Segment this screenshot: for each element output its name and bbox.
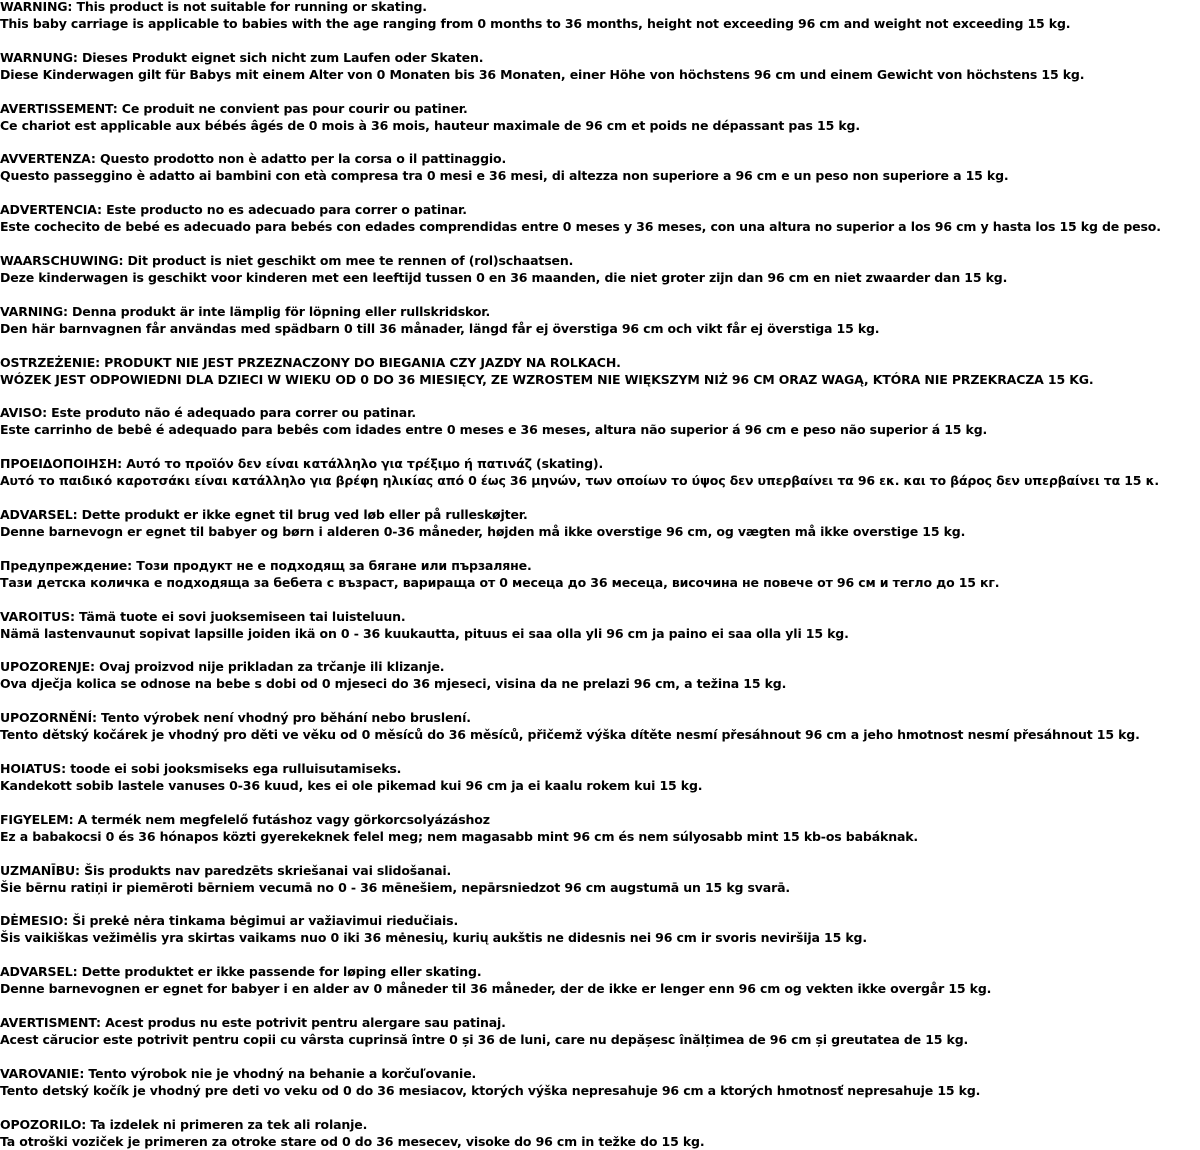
warning-body: Este cochecito de bebé es adecuado para bebés con edades comprendidas entre 0 meses y 36 meses, con una altura no superior a los 96 cm y hasta los 15 kg de peso. xyxy=(0,219,1161,235)
warning-heading: Предупреждение: Този продукт не е подходящ за бягане или пързаляне. xyxy=(0,557,532,573)
warning-heading: VARNING: Denna produkt är inte lämplig för löpning eller rullskridskor. xyxy=(0,303,491,319)
warning-heading: UPOZORNĚNÍ: Tento výrobek není vhodný pro běhání nebo bruslení. xyxy=(0,710,471,726)
warning-heading: AVERTISMENT: Acest produs nu este potrivit pentru alergare sau patinaj. xyxy=(0,1015,506,1030)
warning-block xyxy=(0,150,1200,184)
warning-body: Тази детска количка е подходяща за бебета с възраст, варираща от 0 месеца до 36 месеца, височина не повече от 96 см и тегло до 15 кг. xyxy=(0,574,1000,590)
warning-heading: DĖMESIO: Ši prekė nėra tinkama bėgimui ar važiavimui riedučiais. xyxy=(0,913,459,929)
warning-body: Ova dječja kolica se odnose na bebe s dobi od 0 mjeseci do 36 mjeseci, visina da ne prelazi 96 cm, a težina 15 kg. xyxy=(0,676,787,692)
warning-heading: ΠΡΟΕΙΔΟΠΟΙΗΣΗ: Αυτό το προϊόν δεν είναι κατάλληλο για τρέξιμο ή πατινάζ (skating). xyxy=(0,456,604,472)
warning-body: Nämä lastenvaunut sopivat lapsille joiden ikä on 0 - 36 kuukautta, pituus ei saa olla yli 96 cm ja paino ei saa olla yli 15 kg. xyxy=(0,625,849,641)
warning-heading: HOIATUS: toode ei sobi jooksmiseks ega rulluisutamiseks. xyxy=(0,761,402,776)
warning-block xyxy=(0,709,1200,743)
warning-body: Ce chariot est applicable aux bébés âgés de 0 mois à 36 mois, hauteur maximale de 96 cm et poids ne dépassant pas 15 kg. xyxy=(0,117,860,133)
warning-block xyxy=(0,404,1200,438)
warning-body: Šie bērnu ratiņi ir piemēroti bērniem vecumā no 0 - 36 mēnešiem, nepārsniedzot 96 cm augstumā un 15 kg svarā. xyxy=(0,879,791,895)
warning-body: Acest cărucior este potrivit pentru copii cu vârsta cuprinsă între 0 și 36 de luni, care nu depășesc înălțimea de 96 cm și greutatea de 15 kg. xyxy=(0,1032,969,1047)
warning-block xyxy=(0,912,1200,946)
warning-block xyxy=(0,0,1200,32)
warning-body: Denne barnevogn er egnet til babyer og børn i alderen 0-36 måneder, højden må ikke overstige 96 cm, og vægten må ikke overstige 15 kg. xyxy=(0,524,966,539)
warning-body: Diese Kinderwagen gilt für Babys mit einem Alter von 0 Monaten bis 36 Monaten, einer Höhe von höchstens 96 cm und einem Gewicht von höchstens 15 kg. xyxy=(0,66,1085,82)
warning-block xyxy=(0,1065,1200,1099)
warning-block xyxy=(0,1116,1200,1150)
warning-heading: ADVARSEL: Dette produktet er ikke passende for løping eller skating. xyxy=(0,964,482,980)
warning-body: Deze kinderwagen is geschikt voor kinderen met een leeftijd tussen 0 en 36 maanden, die niet groter zijn dan 96 cm en niet zwaarder dan 15 kg. xyxy=(0,270,1008,285)
warning-block xyxy=(0,862,1200,896)
warning-heading: OSTRZEŻENIE: PRODUKT NIE JEST PRZEZNACZONY DO BIEGANIA CZY JAZDY NA ROLKACH. xyxy=(0,354,621,370)
warning-heading: WARNUNG: Dieses Produkt eignet sich nicht zum Laufen oder Skaten. xyxy=(0,49,484,65)
warning-body: Αυτό το παιδικό καροτσάκι είναι κατάλληλο για βρέφη ηλικίας από 0 έως 36 μηνών, των οποίων το ύψος δεν υπερβαίνει τα 96 εκ. και το βάρος δεν υπερβαίνει τα 15 κ. xyxy=(0,473,1159,489)
warning-body: WÓZEK JEST ODPOWIEDNI DLA DZIECI W WIEKU OD 0 DO 36 MIESIĘCY, ZE WZROSTEM NIE WIĘKSZYM NIŻ 96 CM ORAZ WAGĄ, KTÓRA NIE PRZEKRACZA 15 KG. xyxy=(0,371,1094,387)
warning-body: Kandekott sobib lastele vanuses 0-36 kuud, kes ei ole pikemad kui 96 cm ja ei kaalu rokem kui 15 kg. xyxy=(0,778,703,793)
warning-block xyxy=(0,811,1200,845)
warning-body: Questo passeggino è adatto ai bambini con età compresa tra 0 mesi e 36 mesi, di altezza non superiore a 96 cm e un peso non superiore a 15 kg. xyxy=(0,168,1009,184)
warning-body: Este carrinho de bebê é adequado para bebês com idades entre 0 meses e 36 meses, altura não superior á 96 cm e peso não superior á 15 kg. xyxy=(0,422,988,438)
warning-body: Ta otroški voziček je primeren za otroke stare od 0 do 36 mesecev, visoke do 96 cm in težke do 15 kg. xyxy=(0,1133,705,1149)
warning-block xyxy=(0,201,1200,235)
warning-body: Šis vaikiškas vežimėlis yra skirtas vaikams nuo 0 iki 36 mėnesių, kurių aukštis ne didesnis nei 96 cm ir svoris neviršija 15 kg. xyxy=(0,930,867,946)
warning-block xyxy=(0,506,1200,540)
warning-block xyxy=(0,760,1200,794)
warning-block xyxy=(0,608,1200,642)
warning-body: Tento detský kočík je vhodný pre deti vo veku od 0 do 36 mesiacov, ktorých výška nepresahuje 96 cm a ktorých hmotnosť nepresahuje 15 kg. xyxy=(0,1082,981,1098)
warning-block xyxy=(0,658,1200,692)
warning-heading: OPOZORILO: Ta izdelek ni primeren za tek ali rolanje. xyxy=(0,1116,368,1132)
warning-block xyxy=(0,963,1200,997)
warning-body: Den här barnvagnen får användas med spädbarn 0 till 36 månader, längd får ej överstiga 96 cm och vikt får ej överstiga 15 kg. xyxy=(0,320,880,336)
warning-block xyxy=(0,557,1200,591)
warning-body: Tento dětský kočárek je vhodný pro děti ve věku od 0 měsíců do 36 měsíců, přičemž výška dítěte nesmí přesáhnout 96 cm a jeho hmotnost nesmí přesáhnout 15 kg. xyxy=(0,727,1140,743)
warning-heading: UPOZORENJE: Ovaj proizvod nije prikladan za trčanje ili klizanje. xyxy=(0,659,445,675)
warning-block xyxy=(0,354,1200,388)
warning-heading: VAROVANIE: Tento výrobok nie je vhodný na behanie a korčuľovanie. xyxy=(0,1065,477,1081)
warning-block xyxy=(0,303,1200,337)
warning-heading: AVERTISSEMENT: Ce produit ne convient pas pour courir ou patiner. xyxy=(0,100,468,116)
warning-body: Ez a babakocsi 0 és 36 hónapos közti gyerekeknek felel meg; nem magasabb mint 96 cm és nem súlyosabb mint 15 kb-os babáknak. xyxy=(0,828,919,844)
warning-heading: FIGYELEM: A termék nem megfelelő futáshoz vagy görkorcsolyázáshoz xyxy=(0,811,490,827)
warning-block xyxy=(0,100,1200,134)
warning-body: Denne barnevognen er egnet for babyer i en alder av 0 måneder til 36 måneder, der de ikke er lenger enn 96 cm og vekten ikke overgår 15 kg. xyxy=(0,981,992,997)
warning-heading: UZMANĪBU: Šis produkts nav paredzēts skriešanai vai slidošanai. xyxy=(0,862,452,878)
warning-heading: WARNING: This product is not suitable for running or skating. xyxy=(0,0,427,14)
warning-heading: WAARSCHUWING: Dit product is niet geschikt om mee te rennen of (rol)schaatsen. xyxy=(0,253,574,268)
warning-body: This baby carriage is applicable to babies with the age ranging from 0 months to 36 months, height not exceeding 96 cm and weight not exceeding 15 kg. xyxy=(0,16,1071,31)
warning-block xyxy=(0,1014,1200,1048)
warning-heading: AVVERTENZA: Questo prodotto non è adatto per la corsa o il pattinaggio. xyxy=(0,151,507,167)
warning-block xyxy=(0,49,1200,83)
warning-heading: ADVARSEL: Dette produkt er ikke egnet til brug ved løb eller på rulleskøjter. xyxy=(0,507,528,522)
warning-block xyxy=(0,252,1200,286)
warning-heading: ADVERTENCIA: Este producto no es adecuado para correr o patinar. xyxy=(0,202,467,218)
warning-heading: AVISO: Este produto não é adequado para correr ou patinar. xyxy=(0,405,416,421)
warning-block xyxy=(0,455,1200,489)
warning-heading: VAROITUS: Tämä tuote ei sovi juoksemiseen tai luisteluun. xyxy=(0,608,406,624)
